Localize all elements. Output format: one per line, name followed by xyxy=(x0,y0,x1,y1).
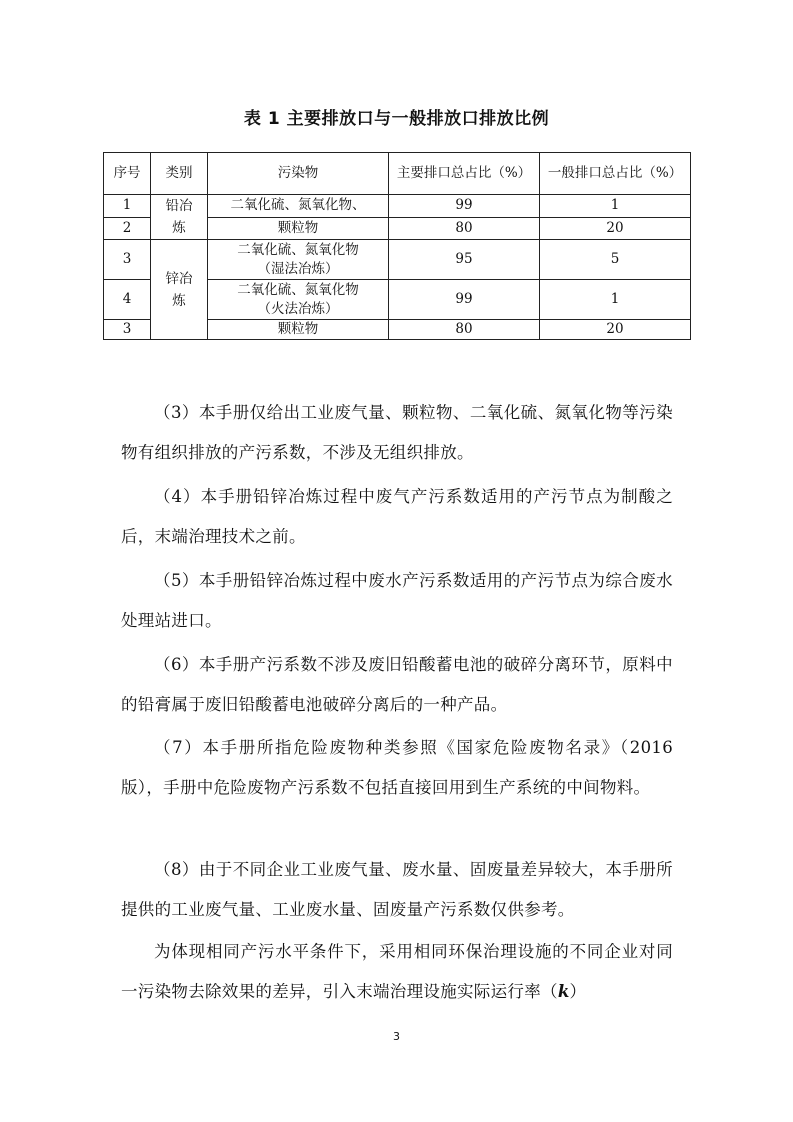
closing-paren: ） xyxy=(569,981,587,1001)
pollutant-text: 二氧化硫、氮氧化物（湿法冶炼） xyxy=(237,241,359,277)
cell-pollutant xyxy=(208,240,389,280)
cell-pollutant: 颗粒物 xyxy=(208,217,389,240)
table-row xyxy=(104,240,691,280)
k-symbol: k xyxy=(557,981,570,1001)
cell-pollutant: 二氧化硫、氮氧化物、 xyxy=(208,195,389,218)
table-header-row xyxy=(104,153,691,195)
header-no: 序号 xyxy=(104,153,151,195)
table-row xyxy=(104,195,691,218)
paragraph-7: （7）本手册所指危险废物种类参照《国家危险废物名录》（2016版），手册中危险废物产污系数不包括直接回用到生产系统的中间物料。 xyxy=(121,738,673,797)
paragraph-5: （5）本手册铅锌冶炼过程中废水产污系数适用的产污节点为综合废水处理站进口。 xyxy=(121,571,673,630)
header-general-ratio: 一般排口总占比（%） xyxy=(540,153,691,195)
cell-general: 20 xyxy=(540,217,691,240)
pollutant-text: 二氧化硫、氮氧化物（火法冶炼） xyxy=(237,281,359,317)
category-text: 锌冶炼 xyxy=(165,270,193,309)
paragraph-k xyxy=(121,932,673,1011)
paragraph-4: （4）本手册铅锌冶炼过程中废气产污系数适用的产污节点为制酸之后，末端治理技术之前。 xyxy=(121,487,673,546)
cell-no: 2 xyxy=(104,217,151,240)
cell-no: 4 xyxy=(104,280,151,320)
page-number: 3 xyxy=(393,1030,400,1043)
cell-no: 3 xyxy=(104,320,151,340)
cell-category xyxy=(151,240,208,340)
cell-main: 95 xyxy=(389,240,540,280)
cell-main: 80 xyxy=(389,320,540,340)
header-category: 类别 xyxy=(151,153,208,195)
cell-pollutant: 颗粒物 xyxy=(208,320,389,340)
cell-pollutant xyxy=(208,280,389,320)
paragraph-k-text: 为体现相同产污水平条件下，采用相同环保治理设施的不同企业对同一污染物去除效果的差异，引入末端治理设施实际运行率（ xyxy=(121,942,673,1001)
table-title: 表 1 主要排放口与一般排放口排放比例 xyxy=(243,109,550,129)
cell-no: 1 xyxy=(104,195,151,218)
cell-general: 1 xyxy=(540,280,691,320)
paragraph-3: （3）本手册仅给出工业废气量、颗粒物、二氧化硫、氮氧化物等污染物有组织排放的产污系数，不涉及无组织排放。 xyxy=(121,403,673,462)
cell-general: 20 xyxy=(540,320,691,340)
paragraph-6: （6）本手册产污系数不涉及废旧铅酸蓄电池的破碎分离环节，原料中的铅膏属于废旧铅酸蓄电池破碎分离后的一种产品。 xyxy=(121,655,673,714)
cell-no: 3 xyxy=(104,240,151,280)
header-main-ratio: 主要排口总占比（%） xyxy=(389,153,540,195)
cell-general: 5 xyxy=(540,240,691,280)
paragraph-8: （8）由于不同企业工业废气量、废水量、固废量差异较大，本手册所提供的工业废气量、工业废水量、固废量产污系数仅供参考。 xyxy=(121,860,673,919)
cell-main: 99 xyxy=(389,280,540,320)
cell-category xyxy=(151,195,208,240)
cell-main: 99 xyxy=(389,195,540,218)
category-text: 铅冶炼 xyxy=(165,198,193,236)
emission-ratio-table xyxy=(103,152,691,340)
header-pollutant: 污染物 xyxy=(208,153,389,195)
cell-general: 1 xyxy=(540,195,691,218)
cell-main: 80 xyxy=(389,217,540,240)
